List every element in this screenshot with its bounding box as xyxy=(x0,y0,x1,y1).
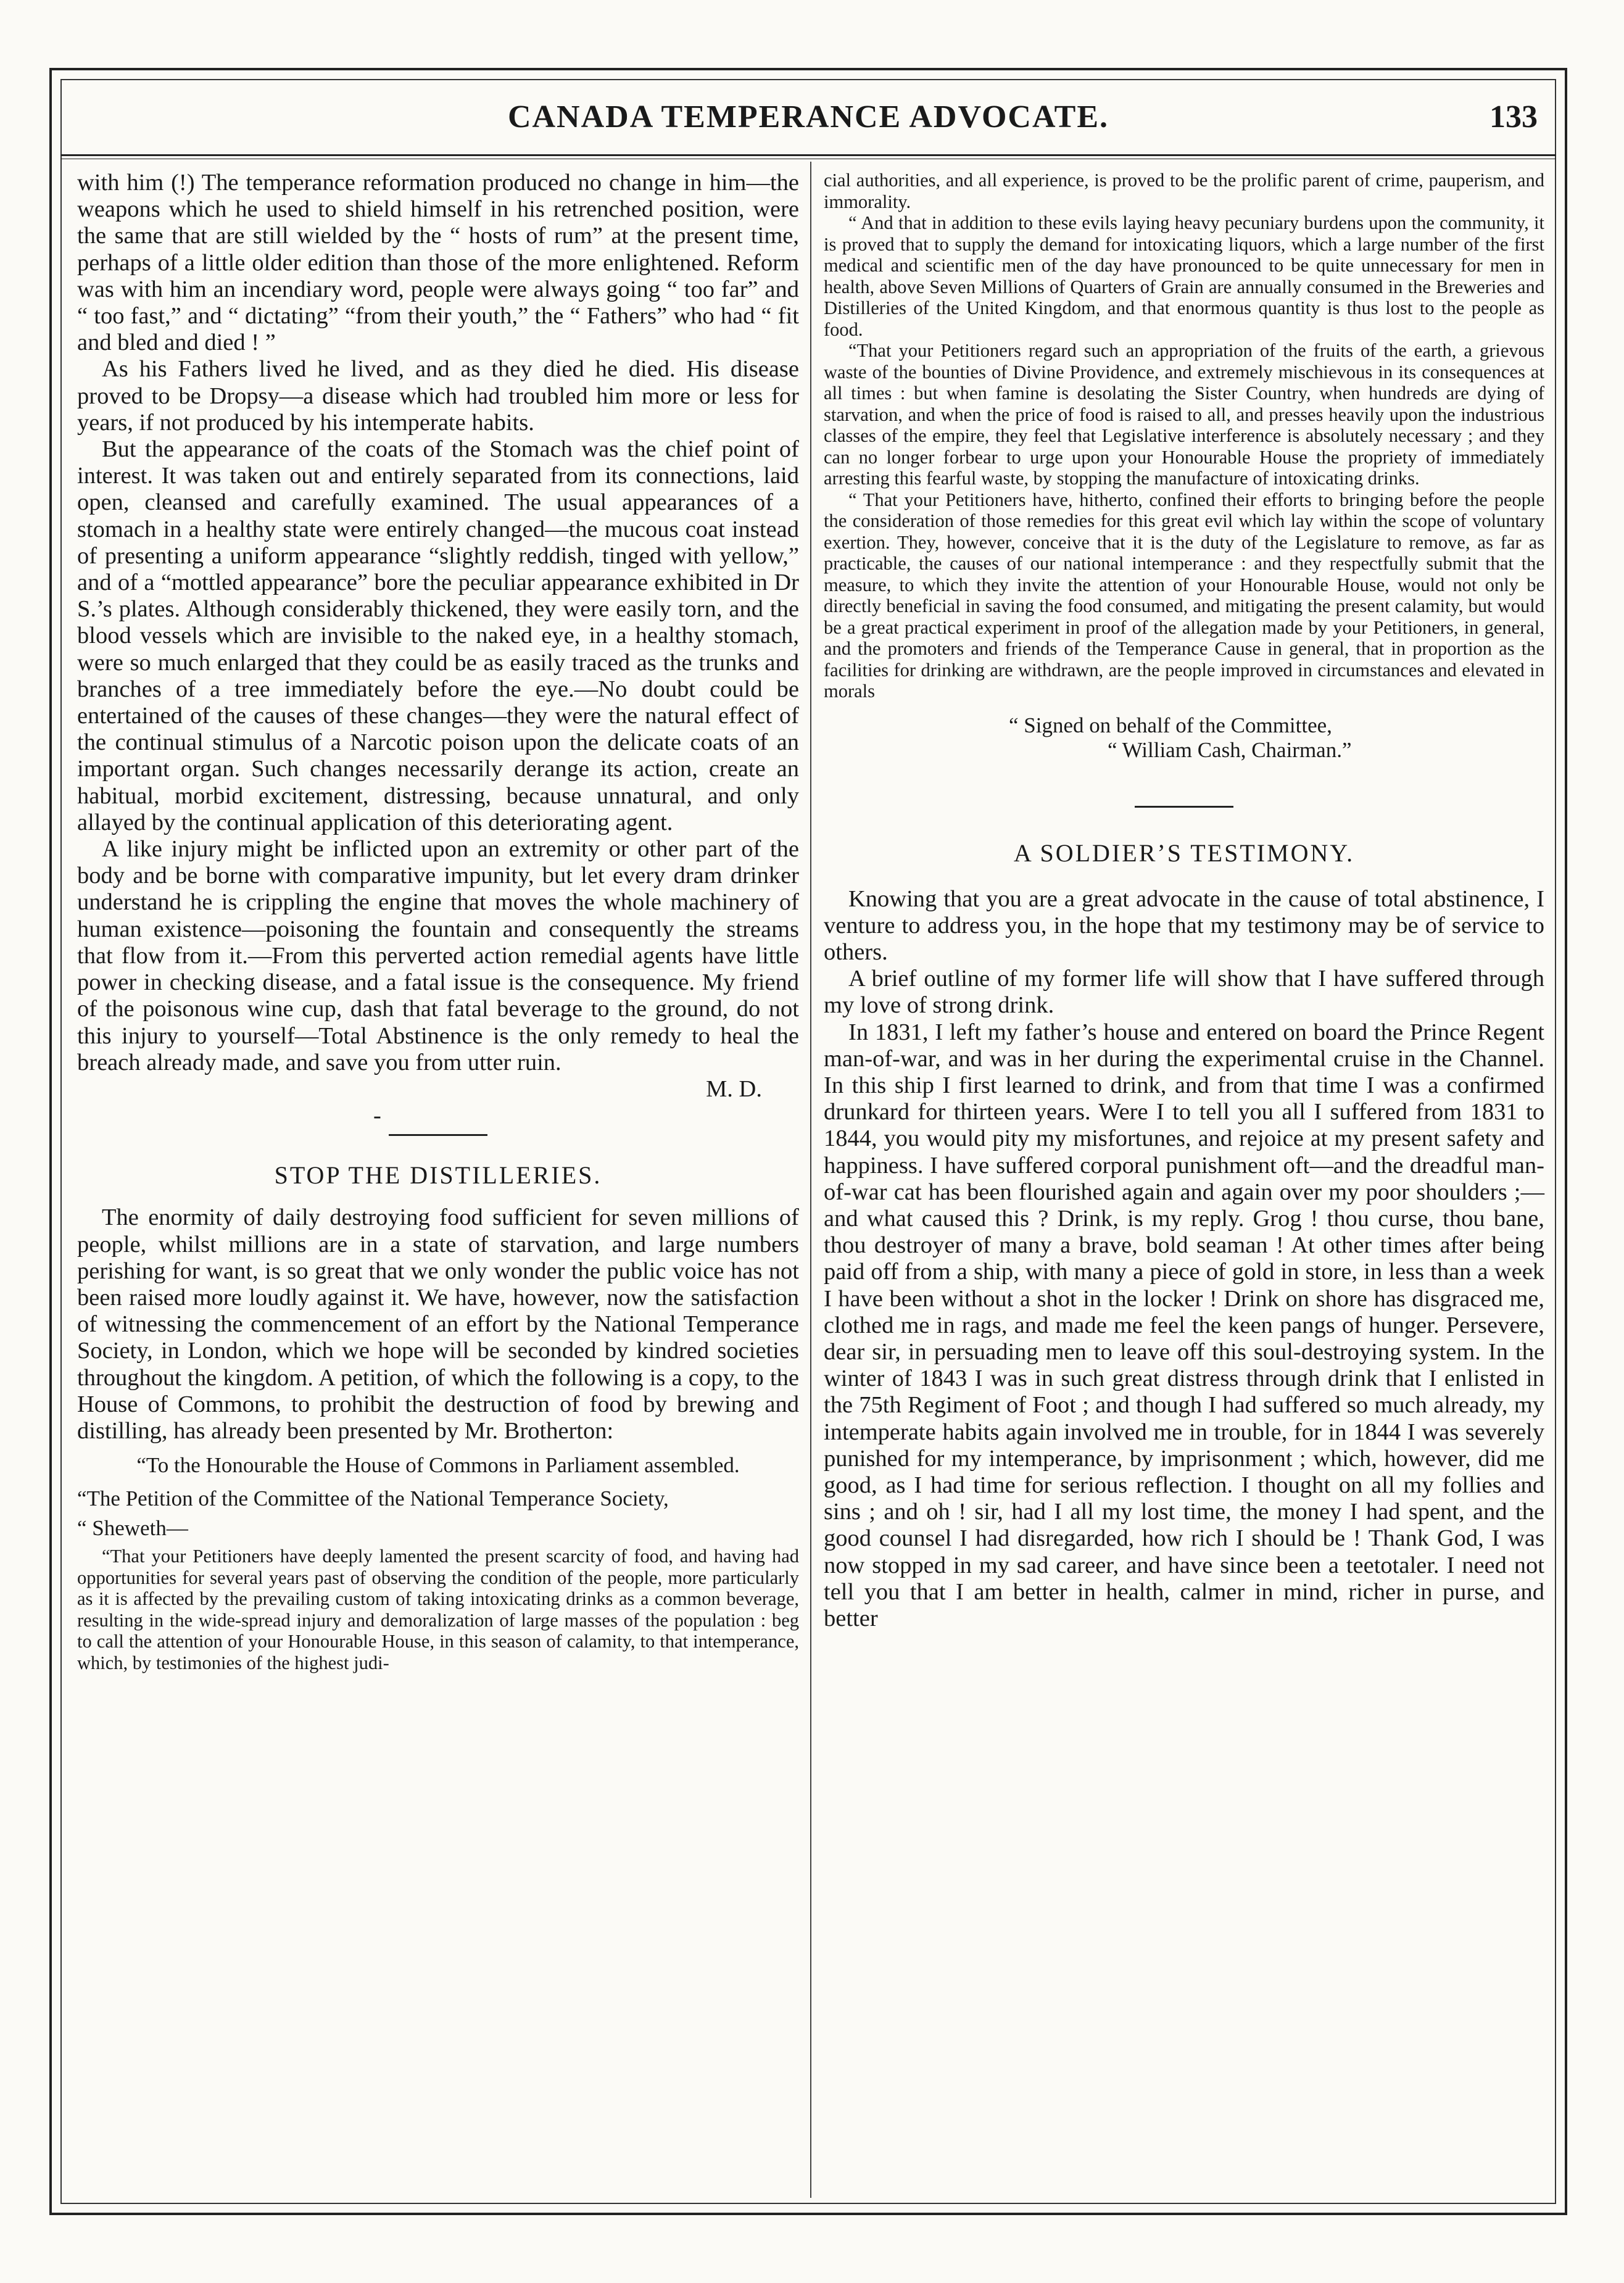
section-heading: A SOLDIER’S TESTIMONY. xyxy=(1013,839,1355,867)
article-paragraph: with him (!) The temperance reformation produced no change in him—the weapons which he used to shield himself in his retrenched position, were the same that are still wielded by the “ hosts of rum” at the present time, perhaps of a little older edition than those of the more enlightened. Reform was with him an incendiary word, people were always going “ too far” and “ too fast,” and “ dictating” “from their youth,” the “ Fathers” who had “ fit and bled and died ! ” xyxy=(77,170,799,356)
header-rule xyxy=(60,154,1556,159)
petition-from: “The Petition of the Committee of the National Temperance Society, xyxy=(77,1486,669,1511)
section-rule xyxy=(389,1134,487,1136)
petition-paragraph: “That your Petitioners have deeply lamented the present scarcity of food, and having had opportunities for several years past of observing the condition of the people, more particularly as it is affected by the prevailing custom of taking intoxicating drinks as a common beverage, resulting in the wide-spread injury and demoralization of large masses of the population : beg to call the attention of your Honourable House, in this season of calamity, to that intemperance, which, by testimonies of the highest judi- xyxy=(77,1546,799,1673)
petition-address: “To the Honourable the House of Commons in Parliament assembled. xyxy=(136,1453,740,1478)
column-divider xyxy=(810,162,811,2198)
petition-paragraph: “That your Petitioners regard such an appropriation of the fruits of the earth, a grievous waste of the bounties of Divine Providence, and extremely mischievous in its consequences at all times : but when famine is desolating the Sister Country, when hundreds are dying of starvation, and when the price of food is raised to all, and presses heavily upon the industrious classes of the empire, they feel that Legislative interference is absolutely necessary ; and they can no longer forbear to urge upon your Honourable House the propriety of immediately arresting this fearful waste, by stopping the manufacture of intoxicating drinks. xyxy=(824,340,1544,489)
article-paragraph: As his Fathers lived he lived, and as they died he died. His disease proved to be Dropsy—a disease which had troubled him more or less for years, if not produced by his intemperate habits. xyxy=(77,356,799,436)
petition-chairman: “ William Cash, Chairman.” xyxy=(1108,737,1352,762)
article-paragraph: In 1831, I left my father’s house and entered on board the Prince Regent man-of-war, and was in her during the experimental cruise in the Channel. In this ship I first learned to drink, and from that time I was a confirmed drunkard for thirteen years. Were I to tell you all I suffered from 1831 to 1844, you would pity my misfortunes, and rejoice at my present safety and happiness. I have suffered corporal punishment oft—and the dreadful man-of-war cat has been flourished again and again over my poor shoulders ;—and what caused this ? Drink, is my reply. Grog ! thou curse, thou bane, thou destroyer of many a brave, bold seaman ! At other times after being paid off from a ship, with many a piece of gold in store, in less than a week I have been without a shot in the locker ! Drink on shore has disgraced me, clothed me in rags, and made me feel the keen pangs of hunger. Persevere, dear sir, in persuading men to leave off this soul-destroying system. In the winter of 1843 I was in such great distress through drink that I enlisted in the 75th Regiment of Foot ; and though I had suffered so much already, my intemperate habits again involved me in trouble, for in 1844 I was severely punished for my intemperance, by imprisonment ; which, however, did me good, as I had time for serious reflection. I thought on all my follies and sins ; and oh ! sir, had I all my lost time, the money I had spent, and the good counsel I had disregarded, how rich I should be ! Thank God, I was now stopped in my sad career, and have since been a teetotaler. I need not tell you that I am better in health, calmer in mind, richer in purse, and better xyxy=(824,1019,1544,1631)
running-head xyxy=(60,93,1556,148)
petition-paragraph: “ And that in addition to these evils laying heavy pecuniary burdens upon the community, it is proved that to supply the demand for intoxicating liquors, which a large number of the first medical and scientific men of the day have pronounced to be quite unnecessary for men in health, above Seven Millions of Quarters of Grain are annually consumed in the Breweries and Distilleries of the United Kingdom, and that enormous quantity is thus lost to the people as food. xyxy=(824,212,1544,340)
article-signoff: M. D. xyxy=(706,1075,762,1102)
article-paragraph: The enormity of daily destroying food sufficient for seven millions of people, whilst millions are in a state of starvation, and large numbers perishing for want, is so great that we only wonder the public voice has not been raised more loudly against it. We have, however, now the satisfaction of witnessing the commencement of an effort by the National Temperance Society, in London, which we hope will be seconded by kindred societies throughout the kingdom. A petition, of which the following is a copy, to the House of Commons, to prohibit the destruction of food by brewing and distilling, has already been presented by Mr. Brotherton: xyxy=(77,1204,799,1444)
right-column xyxy=(824,170,1544,1632)
article-paragraph: Knowing that you are a great advocate in the cause of total abstinence, I venture to address you, in the hope that my testimony may be of service to others. xyxy=(824,885,1544,965)
publication-title: CANADA TEMPERANCE ADVOCATE. xyxy=(507,99,1109,135)
article-paragraph: A brief outline of my former life will show that I have suffered through my love of strong drink. xyxy=(824,966,1544,1019)
section-rule xyxy=(1135,806,1233,808)
article-paragraph: But the appearance of the coats of the Stomach was the chief point of interest. It was taken out and entirely separated from its connections, laid open, cleansed and carefully examined. The usual appearances of a stomach in a healthy state were entirely changed—the mucous coat instead of presenting a uniform appearance “slightly reddish, tinged with yellow,” and of a “mottled appearance” bore the peculiar appearance exhibited in Dr S.’s plates. Although considerably thickened, they were easily torn, and the blood vessels which are invisible to the naked eye, in a healthy stomach, were so much enlarged that they could be as easily traced as the trunks and branches of a tree immediately before the eye.—No doubt could be entertained of the causes of these changes—they were the natural effect of the continual stimulus of a Narcotic poison upon the delicate coats of an important organ. Such changes necessarily derange its action, create an habitual, morbid excitement, distressing, because unnatural, and only allayed by the continual application of this deteriorating agent. xyxy=(77,436,799,835)
petition-signed: “ Signed on behalf of the Committee, xyxy=(1009,713,1332,737)
article-paragraph: A like injury might be inflicted upon an extremity or other part of the body and be borne with comparative impunity, but let every dram drinker understand he is crippling the engine that moves the whole machinery of human existence—poisoning the fountain and consequently the streams that flow from it.—From this perverted action remedial agents have little power in checking disease, and a fatal issue is the consequence. My friend of the poisonous wine cup, dash that fatal beverage to the ground, do not this injury to yourself—Total Abstinence is the only remedy to heal the breach already made, and save you from utter ruin. xyxy=(77,836,799,1075)
left-column xyxy=(77,170,799,1673)
petition-sheweth: “ Sheweth— xyxy=(77,1516,188,1541)
petition-paragraph: “ That your Petitioners have, hitherto, confined their efforts to bringing before the people the consideration of those remedies for this great evil which lay within the scope of voluntary exertion. They, however, conceive that it is the duty of the Legislature to remove, as far as practicable, the causes of our national intemperance : and they respectfully submit that the measure, to which they invite the attention of your Honourable House, would not only be directly beneficial in saving the food consumed, and mitigating the present calamity, but would be a great practical experiment in proof of the allegation made by your Petitioners, in general, and the promoters and friends of the Temperance Cause in general, that in proportion as the facilities for drinking are withdrawn, are the people improved in circumstances and elevated in morals xyxy=(824,489,1544,702)
dash-mark: - xyxy=(373,1103,381,1129)
page-number: 133 xyxy=(1489,99,1538,135)
section-heading: STOP THE DISTILLERIES. xyxy=(274,1161,602,1190)
petition-paragraph: cial authorities, and all experience, is proved to be the prolific parent of crime, pauperism, and immorality. xyxy=(824,170,1544,212)
